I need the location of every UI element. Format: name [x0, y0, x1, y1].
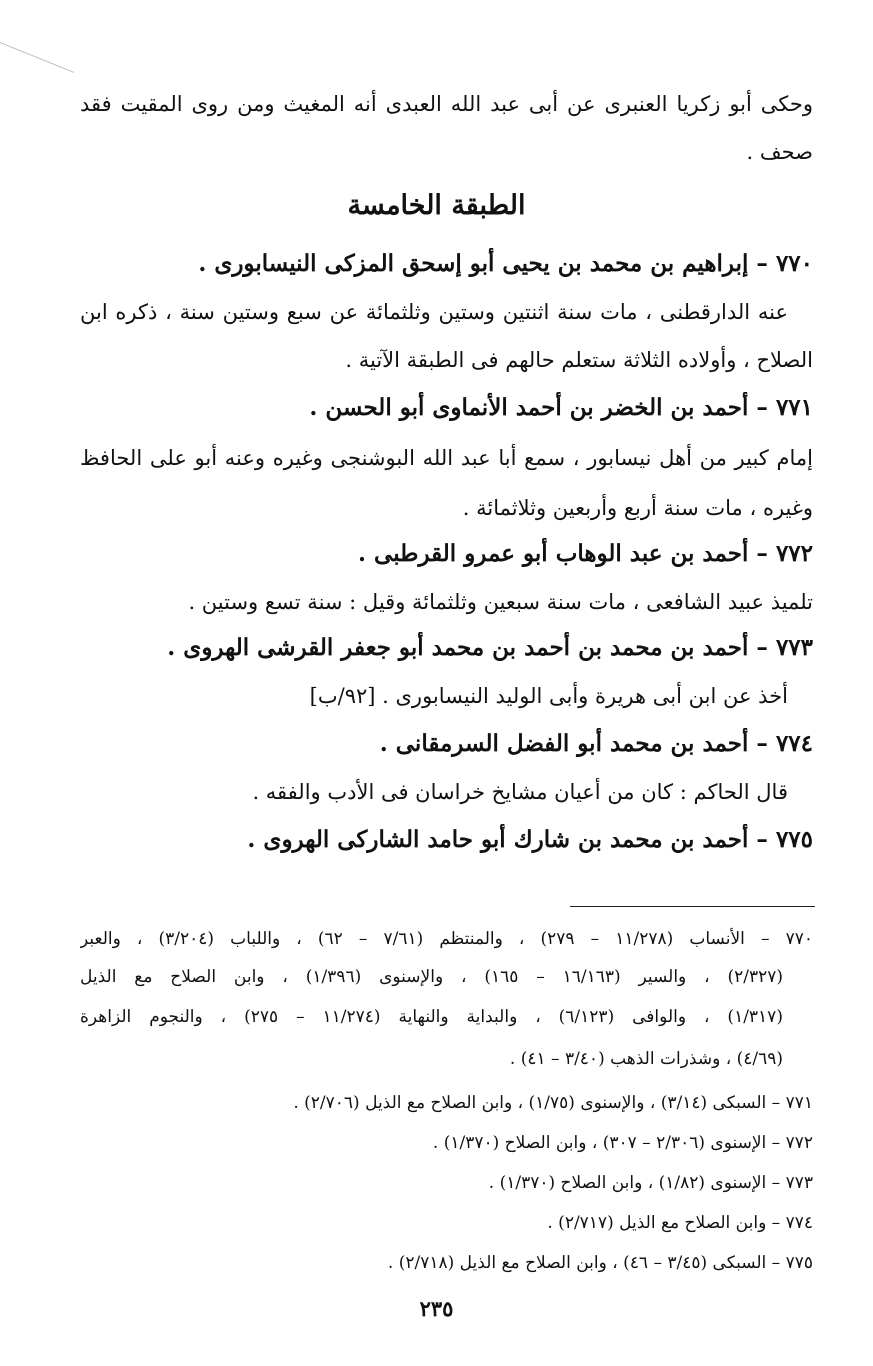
entry-770-title: ٧٧٠ – إبراهيم بن محمد بن يحيى أبو إسحق المزكى النيسابورى . — [198, 250, 813, 277]
page-number: ٢٣٥ — [419, 1296, 454, 1321]
footnote-770-line-1: ٧٧٠ – الأنساب (١١/٢٧٨ – ٢٧٩) ، والمنتظم (٧/٦١ – ٦٢) ، واللباب (٣/٢٠٤) ، والعبر — [80, 929, 813, 949]
footnote-772: ٧٧٢ – الإسنوى (٢/٣٠٦ – ٣٠٧) ، وابن الصلاح (١/٣٧٠) . — [432, 1133, 813, 1153]
entry-772-body-1: تلميذ عبيد الشافعى ، مات سنة سبعين وثلثمائة وقيل : سنة تسع وستين . — [188, 590, 813, 614]
entry-774-title: ٧٧٤ – أحمد بن محمد أبو الفضل السرمقانى . — [379, 730, 813, 757]
footnote-770-line-4: (٤/٦٩) ، وشذرات الذهب (٣/٤٠ – ٤١) . — [509, 1049, 783, 1069]
footnote-774: ٧٧٤ – وابن الصلاح مع الذيل (٢/٧١٧) . — [547, 1213, 813, 1233]
intro-line-2: صحف . — [746, 140, 813, 164]
entry-774-body-1: قال الحاكم : كان من أعيان مشايخ خراسان فى الأدب والفقه . — [252, 780, 788, 804]
scan-corner-mark — [0, 42, 74, 110]
footnote-separator — [570, 906, 815, 907]
entry-771-body-1: إمام كبير من أهل نيسابور ، سمع أبا عبد الله البوشنجى وغيره وعنه أبو على الحافظ — [80, 446, 813, 470]
entry-770-body-2: الصلاح ، وأولاده الثلاثة ستعلم حالهم فى الطبقة الآتية . — [345, 348, 813, 372]
footnote-770-line-3: (١/٣١٧) ، والوافى (٦/١٢٣) ، والبداية والنهاية (١١/٢٧٤ – ٢٧٥) ، والنجوم الزاهرة — [80, 1007, 783, 1027]
intro-line-1: وحكى أبو زكريا العنبرى عن أبى عبد الله العبدى أنه المغيث ومن روى المقيت فقد — [80, 92, 813, 116]
footnote-773: ٧٧٣ – الإسنوى (١/٨٢) ، وابن الصلاح (١/٣٧٠) . — [488, 1173, 813, 1193]
entry-773-title: ٧٧٣ – أحمد بن محمد بن أحمد بن محمد أبو جعفر القرشى الهروى . — [167, 634, 813, 661]
entry-771-title: ٧٧١ – أحمد بن الخضر بن أحمد الأنماوى أبو الحسن . — [309, 394, 813, 421]
footnote-775: ٧٧٥ – السبكى (٣/٤٥ – ٤٦) ، وابن الصلاح مع الذيل (٢/٧١٨) . — [387, 1253, 813, 1273]
footnote-770-line-2: (٢/٣٢٧) ، والسير (١٦/١٦٣ – ١٦٥) ، والإسنوى (١/٣٩٦) ، وابن الصلاح مع الذيل — [80, 967, 783, 987]
entry-771-body-2: وغيره ، مات سنة أربع وأربعين وثلاثمائة . — [462, 496, 813, 520]
entry-770-body-1: عنه الدارقطنى ، مات سنة اثنتين وستين وثلثمائة عن سبع وستين سنة ، ذكره ابن — [80, 300, 788, 324]
section-heading: الطبقة الخامسة — [347, 190, 526, 221]
entry-775-title: ٧٧٥ – أحمد بن محمد بن شارك أبو حامد الشاركى الهروى . — [247, 826, 813, 853]
entry-773-body-1: أخذ عن ابن أبى هريرة وأبى الوليد النيسابورى . [٩٢/ب] — [309, 684, 788, 708]
footnote-771: ٧٧١ – السبكى (٣/١٤) ، والإسنوى (١/٧٥) ، وابن الصلاح مع الذيل (٢/٧٠٦) . — [293, 1093, 813, 1113]
entry-772-title: ٧٧٢ – أحمد بن عبد الوهاب أبو عمرو القرطبى . — [358, 540, 813, 567]
